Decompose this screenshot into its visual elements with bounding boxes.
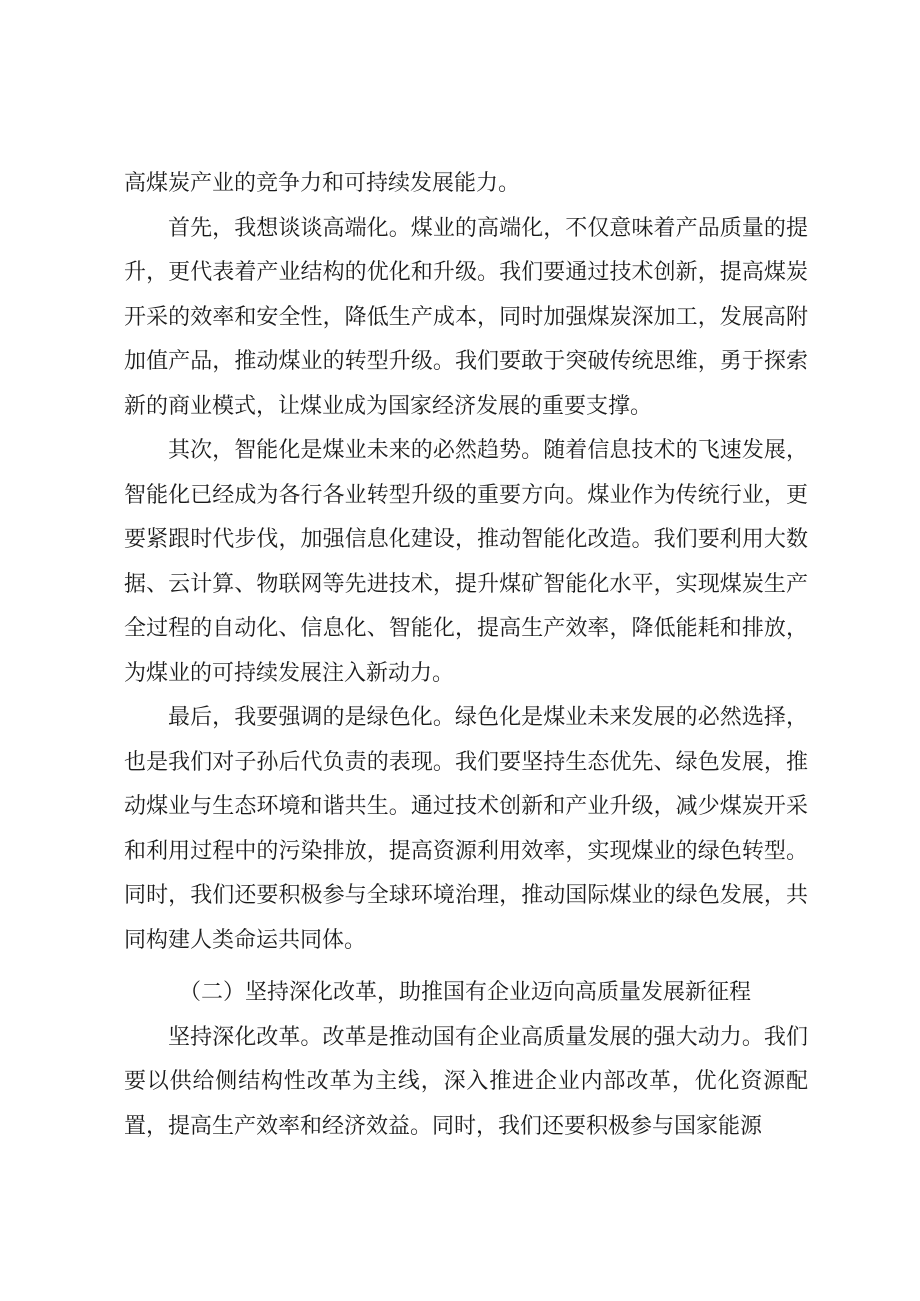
paragraph-green: 最后，我要强调的是绿色化。绿色化是煤业未来发展的必然选择，也是我们对子孙后代负责的表现。我们要坚持生态优先、绿色发展，推动煤业与生态环境和谐共生。通过技术创新和产业升级，减少煤炭开采和利用过程中的污染排放，提高资源利用效率，实现煤业的绿色转型。同时，我们还要积极参与全球环境治理，推动国际煤业的绿色发展，共同构建人类命运共同体。	[124, 705, 808, 953]
document-body	[124, 162, 808, 1149]
paragraph-high-end: 首先，我想谈谈高端化。煤业的高端化，不仅意味着产品质量的提升，更代表着产业结构的优化和升级。我们要通过技术创新，提高煤炭开采的效率和安全性，降低生产成本，同时加强煤炭深加工，发展高附加值产品，推动煤业的转型升级。我们要敢于突破传统思维，勇于探索新的商业模式，让煤业成为国家经济发展的重要支撑。	[124, 215, 808, 419]
paragraph-reform: 坚持深化改革。改革是推动国有企业高质量发展的强大动力。我们要以供给侧结构性改革为主线，深入推进企业内部改革，优化资源配置，提高生产效率和经济效益。同时，我们还要积极参与国家能源	[124, 1024, 808, 1139]
paragraph-intelligent: 其次，智能化是煤业未来的必然趋势。随着信息技术的飞速发展，智能化已经成为各行各业转型升级的重要方向。煤业作为传统行业，更要紧跟时代步伐，加强信息化建设，推动智能化改造。我们要利用大数据、云计算、物联网等先进技术，提升煤矿智能化水平，实现煤炭生产全过程的自动化、信息化、智能化，提高生产效率，降低能耗和排放，为煤业的可持续发展注入新动力。	[124, 438, 808, 686]
section-heading: （二）坚持深化改革，助推国有企业迈向高质量发展新征程	[179, 980, 752, 1005]
paragraph-continuation: 高煤炭产业的竞争力和可持续发展能力。	[124, 171, 521, 196]
